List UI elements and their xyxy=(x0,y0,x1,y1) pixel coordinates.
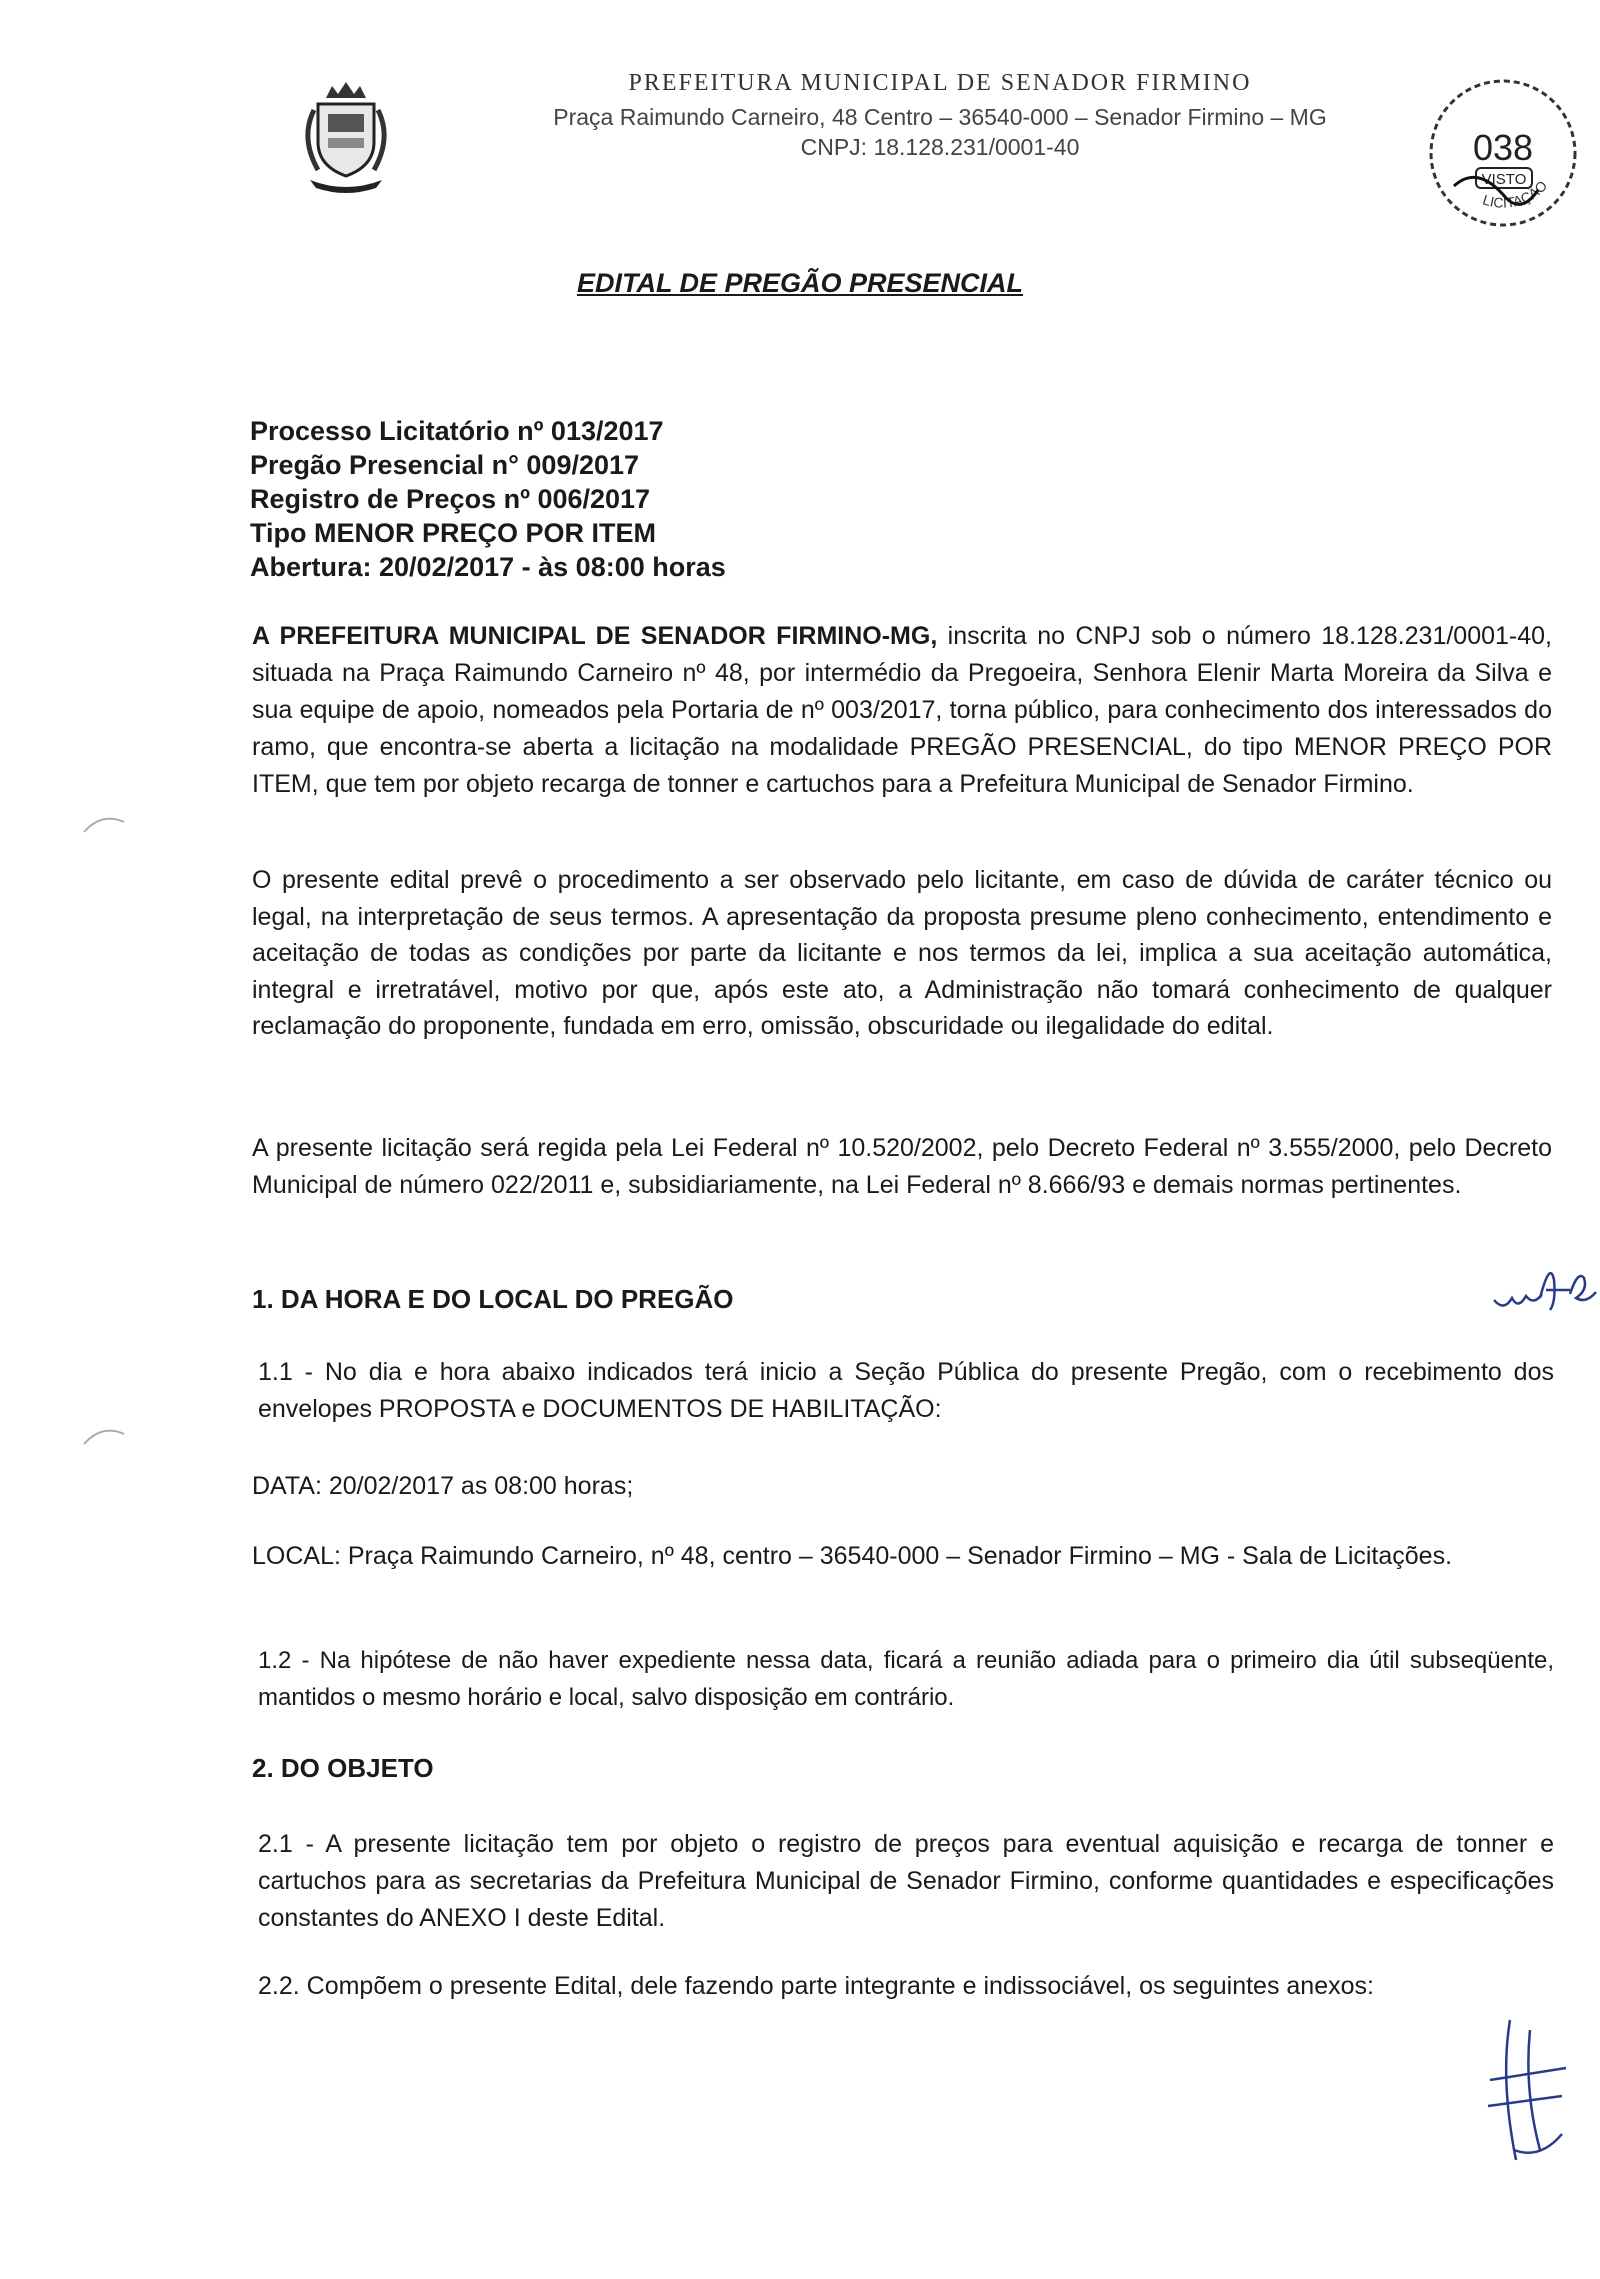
initials-signature xyxy=(1490,1250,1600,1320)
item-local: LOCAL: Praça Raimundo Carneiro, nº 48, centro – 36540-000 – Senador Firmino – MG - Sala de Licitações. xyxy=(252,1542,1453,1570)
header-address: Praça Raimundo Carneiro, 48 Centro – 36540-000 – Senador Firmino – MG xyxy=(553,104,1327,130)
legislation-paragraph: A presente licitação será regida pela Lei Federal nº 10.520/2002, pelo Decreto Federal nº 3.555/2000, pelo Decreto Municipal de número 022/2011 e, subsidiariamente, na Lei Federal nº 8.666/93 e demais normas pertinentes. xyxy=(252,1134,1552,1199)
item-1-2: 1.2 - Na hipótese de não haver expediente nessa data, ficará a reunião adiada para o primeiro dia útil subseqüente, mantidos o mesmo horário e local, salvo disposição em contrário. xyxy=(258,1647,1554,1711)
registro-number: Registro de Preços nº 006/2017 xyxy=(250,484,651,514)
stamp-number: 038 xyxy=(1472,127,1534,168)
header-institution: PREFEITURA MUNICIPAL DE SENADOR FIRMINO xyxy=(628,70,1252,96)
item-1-1: 1.1 - No dia e hora abaixo indicados terá inicio a Seção Pública do presente Pregão, com o recebimento dos envelopes PROPOSTA e DOCUMENTOS DE HABILITAÇÃO: xyxy=(258,1358,1554,1423)
section-1-heading: 1. DA HORA E DO LOCAL DO PREGÃO xyxy=(252,1284,734,1314)
intro-text: inscrita no CNPJ sob o número 18.128.231/0001-40, situada na Praça Raimundo Carneiro nº 48, por intermédio da Pregoeira, Senhora Elenir Marta Moreira da Silva e sua equipe de apoio, nomeados pela Portaria de nº 003/2017, torna público, para conhecimento dos interessados do ramo, que encontra-se aberta a licitação na modalidade PREGÃO PRESENCIAL, do tipo MENOR PREÇO POR ITEM, que tem por objeto recarga de tonner e cartuchos para a Prefeitura Municipal de Senador Firmino. xyxy=(252,622,1552,798)
item-data: DATA: 20/02/2017 as 08:00 horas; xyxy=(252,1472,634,1500)
tipo-label: Tipo MENOR PREÇO POR ITEM xyxy=(250,518,657,548)
abertura-label: Abertura: 20/02/2017 - às 08:00 horas xyxy=(250,552,726,582)
stamp-visto: VISTO xyxy=(1481,171,1527,188)
section-2-heading: 2. DO OBJETO xyxy=(252,1753,434,1783)
item-2-2: 2.2. Compõem o presente Edital, dele fazendo parte integrante e indissociável, os seguintes anexos: xyxy=(258,1972,1374,2000)
intro-lead: A PREFEITURA MUNICIPAL DE SENADOR FIRMINO-MG, xyxy=(252,622,938,650)
punch-mark-lower xyxy=(80,1420,130,1450)
intro-paragraph xyxy=(252,618,1552,803)
municipal-crest-logo xyxy=(296,80,396,195)
document-title: EDITAL DE PREGÃO PRESENCIAL xyxy=(576,268,1024,298)
item-2-1: 2.1 - A presente licitação tem por objeto o registro de preços para eventual aquisição e recarga de tonner e cartuchos para as secretarias da Prefeitura Municipal de Senador Firmino, conforme quantidades e especificações constantes do ANEXO I deste Edital. xyxy=(258,1830,1554,1932)
stamp-arc-text: LICITAÇÃO xyxy=(1480,177,1551,211)
edital-paragraph: O presente edital prevê o procedimento a ser observado pelo licitante, em caso de dúvida de caráter técnico ou legal, na interpretação de seus termos. A apresentação da proposta presume pleno conhecimento, entendimento e aceitação de todas as condições por parte da licitante e nos termos da lei, implica a sua aceitação automática, integral e irretratável, motivo por que, após este ato, a Administração não tomará conhecimento de qualquer reclamação do proponente, fundada em erro, omissão, obscuridade ou ilegalidade do edital. xyxy=(252,866,1552,1040)
bottom-signature xyxy=(1470,2010,1580,2170)
header-cnpj: CNPJ: 18.128.231/0001-40 xyxy=(800,134,1080,160)
licitacao-stamp xyxy=(1418,68,1588,238)
process-info xyxy=(250,414,1150,584)
pregao-number: Pregão Presencial n° 009/2017 xyxy=(250,450,640,480)
punch-mark-upper xyxy=(80,808,130,838)
process-number: Processo Licitatório nº 013/2017 xyxy=(250,416,664,446)
